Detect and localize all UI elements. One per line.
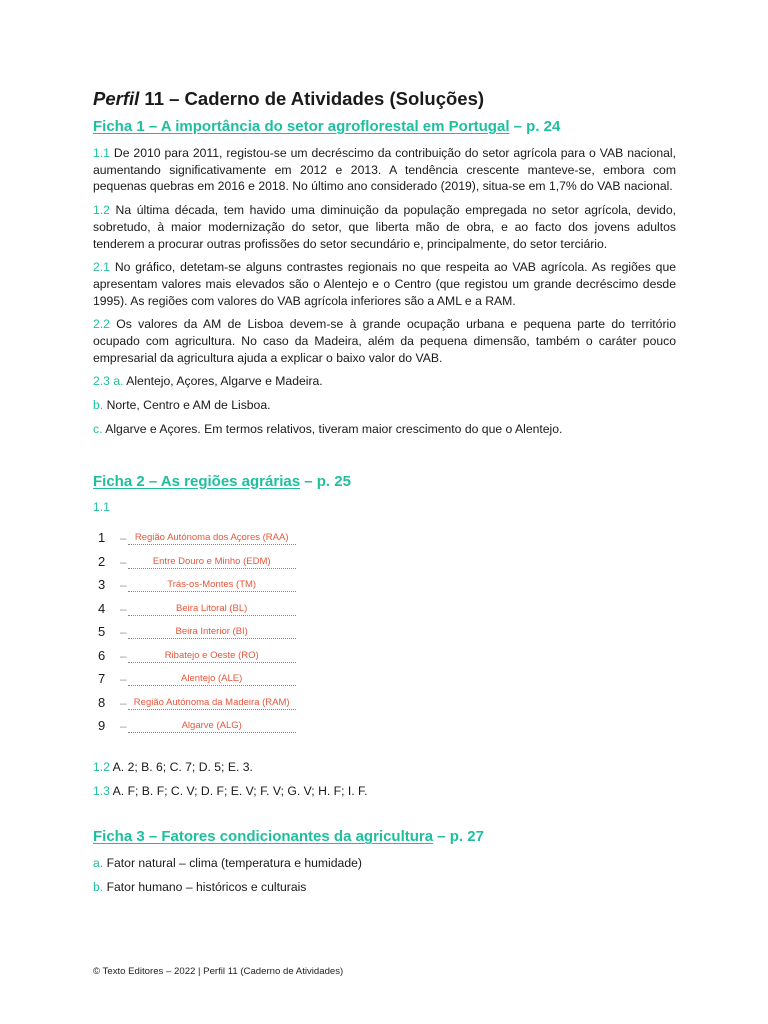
answer-number: b.: [93, 880, 104, 895]
ficha3-heading-text: Ficha 3 – Fatores condicionantes da agricultura: [93, 828, 434, 846]
region-label: Região Autónoma da Madeira (RAM): [128, 697, 296, 710]
answer-item: [93, 397, 676, 414]
region-row: [98, 639, 676, 663]
answer-text: Alentejo, Açores, Algarve e Madeira.: [126, 374, 323, 389]
region-label: Alentejo (ALE): [128, 673, 296, 686]
document-page: [93, 88, 676, 903]
answer-item: [93, 202, 676, 252]
region-label: Região Autónoma dos Açores (RAA): [128, 532, 296, 545]
answer-text: Na última década, tem havido uma diminuição da população empregada no setor agrícola, devido, sobretudo, à maior modernização do setor, que liberta mão de obra, e ao facto dos jovens adultos tenderem a procurar outras profissões do setor secundário e, principalmente, do setor terciário.: [93, 203, 676, 251]
answer-text: Os valores da AM de Lisboa devem-se à grande ocupação urbana e pequena parte do território ocupado com agricultura. No caso da Madeira, além da pequena dimensão, também o caráter pouco empresarial da agricultura ajuda a explicar o baixo valor do VAB.: [93, 317, 676, 365]
region-label: Trás-os-Montes (TM): [128, 579, 296, 592]
ficha2-subheading: 1.1: [93, 499, 110, 514]
region-row: [98, 592, 676, 616]
answer-text: Fator humano – históricos e culturais: [106, 880, 307, 895]
ficha3-answers: [93, 855, 676, 895]
region-number: 3: [98, 577, 106, 593]
answer-item: [93, 316, 676, 366]
answer-item: [93, 759, 676, 776]
answer-item: [93, 259, 676, 309]
region-number: 2: [98, 553, 106, 569]
region-dash: –: [120, 531, 126, 546]
ficha1-heading: [93, 118, 676, 135]
answer-number: 1.2: [93, 203, 110, 218]
ficha2-heading: [93, 473, 676, 490]
answer-item: [93, 421, 676, 438]
region-dash: –: [120, 578, 126, 593]
region-number: 7: [98, 671, 106, 687]
answer-number: a.: [93, 856, 104, 871]
answer-item: [93, 145, 676, 195]
answer-text: Fator natural – clima (temperatura e humidade): [106, 856, 362, 871]
region-dash: –: [120, 601, 126, 616]
region-dash: –: [120, 672, 126, 687]
title-italic: Perfil: [93, 88, 140, 109]
region-dash: –: [120, 648, 126, 663]
answer-item: [93, 855, 676, 872]
region-dash: –: [120, 695, 126, 710]
ficha3-heading: [93, 828, 676, 845]
answer-text: Norte, Centro e AM de Lisboa.: [106, 398, 271, 413]
region-number: 6: [98, 647, 106, 663]
answer-number: 2.1: [93, 260, 110, 275]
region-dash: –: [120, 719, 126, 734]
ficha2-page: – p. 25: [300, 472, 351, 490]
region-row: [98, 686, 676, 710]
region-row: [98, 522, 676, 546]
region-number: 9: [98, 718, 106, 734]
ficha2-answers: [93, 759, 676, 799]
region-number: 1: [98, 530, 106, 546]
answer-text: Algarve e Açores. Em termos relativos, tiveram maior crescimento do que o Alentejo.: [105, 421, 563, 436]
ficha1-heading-text: Ficha 1 – A importância do setor agroflorestal em Portugal: [93, 118, 510, 135]
region-dash: –: [120, 554, 126, 569]
answer-number: 2.2: [93, 317, 110, 332]
region-label: Beira Interior (BI): [128, 626, 296, 639]
answer-item: [93, 373, 676, 390]
region-row: [98, 545, 676, 569]
answer-number: 1.3: [93, 783, 110, 798]
answer-number: c.: [93, 421, 103, 436]
region-row: [98, 663, 676, 687]
region-number: 4: [98, 600, 106, 616]
answer-text: De 2010 para 2011, registou-se um decréscimo da contribuição do setor agrícola para o VAB nacional, aumentando significativamente em 2012 e 2013. A tendência crescente manteve-se, embora com pequenas quebras em 2016 e 2018. No último ano considerado (2019), situa-se em 1,7% do VAB nacional.: [93, 146, 676, 194]
title-rest: 11 – Caderno de Atividades (Soluções): [139, 88, 485, 109]
region-row: [98, 710, 676, 734]
page-title: [93, 88, 676, 110]
page-footer: © Texto Editores – 2022 | Perfil 11 (Caderno de Atividades): [93, 966, 344, 977]
regions-list: [98, 522, 676, 734]
ficha1-page: – p. 24: [509, 118, 561, 135]
answer-number: 1.2: [93, 760, 110, 775]
answer-text: A. F; B. F; C. V; D. F; E. V; F. V; G. V; H. F; I. F.: [112, 783, 368, 798]
region-number: 8: [98, 694, 106, 710]
answer-text: No gráfico, detetam-se alguns contrastes regionais no que respeita ao VAB agrícola. As regiões que apresentam valores mais elevados são o Alentejo e o Centro (que registou um grande decréscimo desde 1995). As regiões com valores do VAB agrícola inferiores são a AML e a RAM.: [93, 260, 676, 308]
answer-number: 2.3 a.: [93, 374, 124, 389]
region-label: Ribatejo e Oeste (RO): [128, 650, 296, 663]
region-number: 5: [98, 624, 106, 640]
answer-item: [93, 783, 676, 800]
answer-item: [93, 879, 676, 896]
region-row: [98, 616, 676, 640]
region-label: Beira Litoral (BL): [128, 603, 296, 616]
region-label: Entre Douro e Minho (EDM): [128, 556, 296, 569]
region-dash: –: [120, 625, 126, 640]
region-row: [98, 569, 676, 593]
answer-number: b.: [93, 398, 104, 413]
ficha3-page: – p. 27: [433, 828, 484, 846]
region-label: Algarve (ALG): [128, 720, 296, 733]
ficha1-answers: [93, 145, 676, 438]
answer-text: A. 2; B. 6; C. 7; D. 5; E. 3.: [112, 760, 253, 775]
answer-number: 1.1: [93, 146, 110, 160]
ficha2-heading-text: Ficha 2 – As regiões agrárias: [93, 472, 301, 490]
